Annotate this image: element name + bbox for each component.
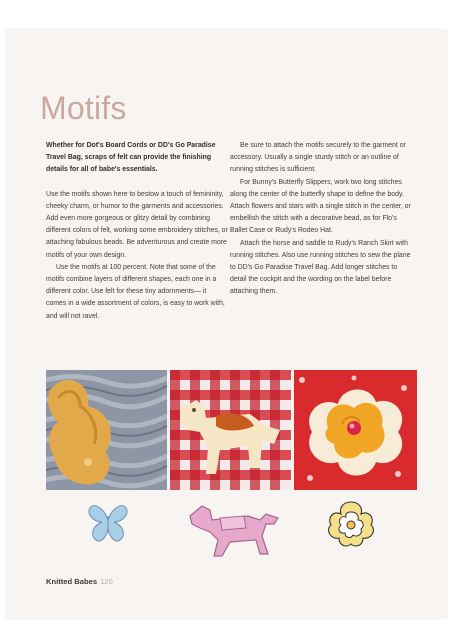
left-column	[46, 140, 228, 323]
horse-motif	[186, 502, 282, 560]
horse-icon	[186, 502, 282, 560]
butterfly-icon	[86, 500, 130, 544]
flower-icon	[325, 498, 377, 550]
flower-motif-photo	[294, 370, 417, 490]
book-title: Knitted Babes	[46, 577, 98, 586]
horse-motif-photo	[170, 370, 291, 490]
flower-motif	[325, 498, 377, 550]
body-paragraph: Attach the horse and saddle to Rudy's Ranch Skirt with running stitches. Also use running stitches to sew the plane to DD's Go Paradise Travel Bag. Add longer stitches to detail the cockpit and the wording on the label before attaching them.	[230, 239, 411, 296]
butterfly-slipper-photo	[46, 370, 167, 490]
page-number: 120	[100, 577, 113, 586]
lead-paragraph: Whether for Dot's Board Cords or DD's Go Paradise Travel Bag, scraps of felt can provide the finishing details for all of babe's essentials.	[46, 142, 216, 174]
page-title: Motifs	[40, 90, 127, 126]
body-paragraph: Be sure to attach the motifs securely to the garment or accessory. Usually a single sturdy stitch or an outline of running stitches is sufficient.	[230, 142, 406, 174]
body-paragraph: For Bunny's Butterfly Slippers, work two long stitches along the center of the butterfly shape to define the body. Attach flowers and stars with a single stitch in the center, or embellish the stitch with a decorative bead, as for Flo's Ballet Case or Rudy's Rodeo Hat.	[230, 178, 411, 235]
body-paragraph: Use the motifs at 100 percent. Note that some of the motifs combine layers of different shapes, each one in a different color. Use felt for these tiny adornments— it comes in a wide assortment of colors, is easy to work with, and will not ravel.	[46, 263, 225, 320]
body-paragraph: Use the motifs shown here to bestow a touch of femininity, cheeky charm, or humor to the garments and accessories. Add even more gorgeous or glitzy detail by combining different colors of felt, working some embroidery stitches, or attaching fabulous beads. Be adventurous and create more motifs of your own design.	[46, 190, 228, 259]
right-column	[230, 140, 412, 299]
butterfly-motif	[86, 500, 130, 544]
page-footer	[46, 577, 113, 586]
